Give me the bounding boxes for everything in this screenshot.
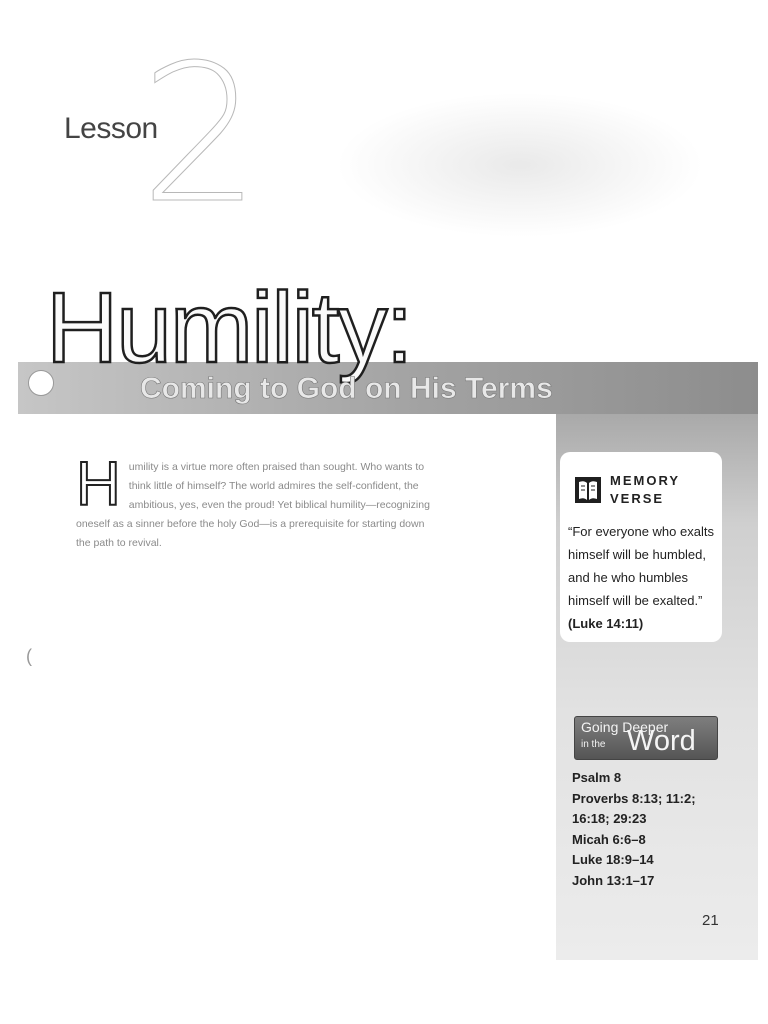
- going-deeper-badge: [574, 716, 718, 760]
- background-texture: [330, 90, 710, 240]
- memory-verse-quote: [568, 520, 726, 635]
- list-item: Psalm 8: [572, 770, 622, 785]
- page-subtitle: Coming to God on His Terms: [140, 372, 553, 405]
- page-number: 21: [702, 912, 719, 929]
- open-book-icon: [574, 475, 602, 505]
- intro-paragraph: [76, 450, 436, 552]
- list-item: 16:18; 29:23: [572, 811, 647, 826]
- drop-cap: H: [76, 450, 121, 519]
- memory-verse-text: “For everyone who exalts himself will be humbled, and he who humbles himself will be exalted.”: [568, 524, 714, 608]
- list-item: Proverbs 8:13; 11:2;: [572, 790, 696, 806]
- lesson-label: Lesson: [64, 112, 158, 145]
- word-label: Word: [627, 725, 696, 757]
- memory-verse-heading: MEMORY VERSE: [610, 473, 680, 507]
- margin-mark: (: [26, 646, 32, 666]
- going-deeper-label: Going Deeper: [581, 719, 669, 735]
- memory-verse-header: [574, 472, 700, 508]
- page-title: Humility:: [46, 272, 412, 384]
- scripture-reference-list: [572, 768, 696, 891]
- in-the-label: in the: [581, 739, 606, 750]
- lesson-number: 2: [140, 24, 261, 245]
- memory-verse-card: [560, 452, 722, 642]
- intro-text: umility is a virtue more often praised than sought. Who wants to think little of himself? The world admires the self-confident, the ambitious, yes, even the proud! Yet biblical humility—recognizing oneself as a sinner before the holy God—is a prerequisite for starting down the path to revival.: [76, 461, 430, 549]
- list-item: Luke 18:9–14: [572, 852, 654, 867]
- list-item: Micah 6:6–8: [572, 831, 646, 847]
- memory-verse-reference: (Luke 14:11): [568, 616, 644, 631]
- list-item: John 13:1–17: [572, 872, 655, 888]
